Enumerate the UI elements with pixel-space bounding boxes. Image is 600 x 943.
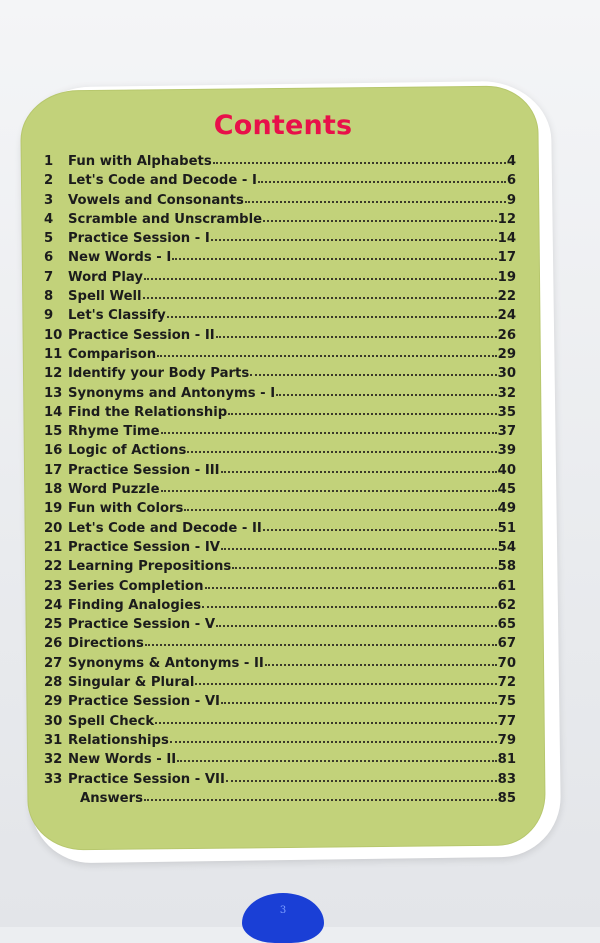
entry-page-number: 17: [497, 250, 516, 266]
dot-leader: [245, 199, 506, 203]
entry-page-number: 19: [497, 269, 516, 285]
entry-page-number: 79: [497, 732, 516, 748]
entry-title: Let's Code and Decode - II: [68, 520, 262, 536]
entry-title: Practice Session - I: [68, 231, 210, 247]
entry-title: Vowels and Consonants: [68, 192, 244, 208]
dot-leader: [232, 565, 496, 569]
entry-number: 15: [44, 424, 63, 440]
entry-page-number: 14: [497, 231, 516, 247]
entry-number: 11: [44, 346, 63, 362]
entry-page-number: 49: [497, 501, 516, 517]
entry-page-number: 58: [497, 559, 516, 575]
dot-leader: [221, 469, 497, 473]
contents-entry: [44, 791, 516, 810]
entry-page-number: 4: [506, 154, 516, 169]
entry-number: 4: [44, 211, 54, 227]
entry-number: 27: [44, 655, 63, 671]
dot-leader: [211, 237, 497, 241]
dot-leader: [144, 797, 497, 801]
entry-title: Learning Prepositions: [68, 559, 232, 575]
dot-leader: [170, 739, 497, 743]
contents-list: [44, 154, 516, 810]
dot-leader: [221, 546, 497, 550]
entry-page-number: 40: [497, 462, 516, 478]
contents-entry: [44, 482, 516, 501]
entry-title: Identify your Body Parts: [68, 366, 250, 382]
dot-leader: [221, 700, 497, 704]
contents-entry: [44, 694, 516, 713]
entry-number: 5: [44, 231, 54, 247]
dot-leader: [226, 778, 497, 782]
page-number: 3: [279, 905, 287, 916]
entry-number: 32: [44, 752, 63, 768]
entry-title: Fun with Alphabets: [68, 154, 212, 169]
entry-title: Logic of Actions: [68, 443, 187, 459]
dot-leader: [144, 276, 497, 280]
entry-number: 9: [44, 308, 54, 324]
entry-number: 13: [44, 385, 63, 401]
entry-number: 14: [44, 404, 63, 420]
entry-title: Synonyms and Antonyms - I: [68, 385, 276, 401]
contents-entry: [44, 366, 516, 385]
entry-page-number: 26: [497, 327, 516, 343]
entry-number: 24: [44, 597, 63, 613]
dot-leader: [216, 334, 497, 338]
entry-page-number: 75: [497, 694, 516, 710]
dot-leader: [202, 604, 497, 608]
contents-entry: [44, 386, 516, 405]
entry-page-number: 35: [497, 404, 516, 420]
entry-title: Let's Classify: [68, 308, 166, 324]
contents-entry: [44, 656, 516, 675]
dot-leader: [145, 642, 497, 646]
contents-entry: [44, 250, 516, 269]
entry-number: 6: [44, 250, 54, 266]
entry-number: 21: [44, 539, 63, 555]
entry-title: Answers: [80, 790, 143, 806]
entry-title: Let's Code and Decode - I: [68, 173, 257, 189]
entry-number: 10: [44, 327, 63, 343]
entry-page-number: 12: [497, 211, 516, 227]
entry-title: Finding Analogies: [68, 597, 202, 613]
entry-title: Practice Session - VI: [68, 694, 220, 710]
entry-number: 22: [44, 559, 63, 575]
entry-number: 3: [44, 192, 54, 208]
entry-title: Rhyme Time: [68, 424, 160, 440]
entry-number: 29: [44, 694, 63, 710]
dot-leader: [161, 430, 497, 434]
dot-leader: [167, 314, 497, 318]
contents-entry: [44, 521, 516, 540]
entry-number: 12: [44, 366, 63, 382]
contents-entry: [44, 154, 516, 173]
entry-page-number: 65: [497, 617, 516, 633]
contents-entry: [44, 579, 516, 598]
contents-entry: [44, 636, 516, 655]
entry-title: Directions: [68, 636, 144, 652]
entry-page-number: 72: [497, 675, 516, 691]
contents-entry: [44, 540, 516, 559]
entry-title: Comparison: [68, 346, 157, 362]
entry-title: Relationships: [68, 732, 169, 748]
entry-title: New Words - I: [68, 250, 172, 266]
dot-leader: [276, 392, 497, 396]
entry-page-number: 83: [497, 771, 516, 787]
entry-number: 20: [44, 520, 63, 536]
contents-entry: [44, 328, 516, 347]
dot-leader: [250, 372, 496, 376]
contents-entry: [44, 424, 516, 443]
dot-leader: [228, 411, 496, 415]
entry-title: Singular & Plural: [68, 675, 195, 691]
entry-number: 18: [44, 482, 63, 498]
entry-page-number: 67: [497, 636, 516, 652]
entry-number: 1: [44, 154, 54, 169]
contents-entry: [44, 752, 516, 771]
contents-entry: [44, 212, 516, 231]
dot-leader: [172, 256, 496, 260]
entry-page-number: 51: [497, 520, 516, 536]
entry-title: Word Play: [68, 269, 143, 285]
dot-leader: [143, 295, 497, 299]
dot-leader: [258, 179, 506, 183]
contents-entry: [44, 193, 516, 212]
entry-title: Practice Session - III: [68, 462, 220, 478]
page-title: Contents: [213, 110, 353, 141]
entry-title: Find the Relationship: [68, 404, 228, 420]
contents-entry: [44, 405, 516, 424]
entry-page-number: 32: [497, 385, 516, 401]
entry-page-number: 54: [497, 539, 516, 555]
dot-leader: [205, 585, 497, 589]
entry-page-number: 39: [497, 443, 516, 459]
entry-number: 33: [44, 771, 63, 787]
entry-title: Practice Session - V: [68, 617, 216, 633]
dot-leader: [263, 527, 497, 531]
entry-page-number: 24: [497, 308, 516, 324]
entry-number: 26: [44, 636, 63, 652]
entry-number: 30: [44, 713, 63, 729]
entry-title: Practice Session - VII: [68, 771, 225, 787]
entry-title: Spell Check: [68, 713, 155, 729]
entry-number: 19: [44, 501, 63, 517]
entry-number: 28: [44, 675, 63, 691]
entry-title: Practice Session - II: [68, 327, 215, 343]
contents-entry: [44, 617, 516, 636]
entry-page-number: 77: [497, 713, 516, 729]
entry-number: 17: [44, 462, 63, 478]
entry-title: Synonyms & Antonyms - II: [68, 655, 264, 671]
contents-entry: [44, 598, 516, 617]
contents-entry: [44, 270, 516, 289]
entry-title: Scramble and Unscramble: [68, 211, 263, 227]
dot-leader: [161, 488, 497, 492]
dot-leader: [195, 681, 496, 685]
entry-number: 25: [44, 617, 63, 633]
contents-entry: [44, 463, 516, 482]
entry-number: 31: [44, 732, 63, 748]
dot-leader: [265, 662, 497, 666]
contents-entry: [44, 733, 516, 752]
entry-number: 8: [44, 289, 54, 305]
entry-title: Series Completion: [68, 578, 204, 594]
entry-title: New Words - II: [68, 752, 177, 768]
entry-page-number: 6: [506, 173, 516, 189]
dot-leader: [187, 449, 496, 453]
entry-page-number: 30: [497, 366, 516, 382]
entry-title: Practice Session - IV: [68, 539, 220, 555]
entry-number: 16: [44, 443, 63, 459]
contents-entry: [44, 443, 516, 462]
entry-number: 2: [44, 173, 54, 189]
entry-page-number: 22: [497, 289, 516, 305]
entry-page-number: 37: [497, 424, 516, 440]
entry-number: 7: [44, 269, 54, 285]
entry-title: Word Puzzle: [68, 482, 160, 498]
contents-entry: [44, 501, 516, 520]
contents-entry: [44, 231, 516, 250]
entry-title: Spell Well: [68, 289, 142, 305]
entry-page-number: 62: [497, 597, 516, 613]
contents-entry: [44, 173, 516, 192]
dot-leader: [157, 353, 497, 357]
contents-entry: [44, 675, 516, 694]
dot-leader: [155, 720, 497, 724]
contents-entry: [44, 347, 516, 366]
entry-number: 23: [44, 578, 63, 594]
entry-page-number: 81: [497, 752, 516, 768]
entry-page-number: 45: [497, 482, 516, 498]
dot-leader: [177, 758, 496, 762]
dot-leader: [216, 623, 497, 627]
contents-entry: [44, 289, 516, 308]
entry-page-number: 70: [497, 655, 516, 671]
dot-leader: [263, 218, 497, 222]
entry-page-number: 61: [497, 578, 516, 594]
contents-entry: [44, 559, 516, 578]
dot-leader: [184, 507, 496, 511]
entry-page-number: 29: [497, 346, 516, 362]
entry-page-number: 9: [506, 192, 516, 208]
dot-leader: [213, 160, 506, 164]
entry-title: Fun with Colors: [68, 501, 184, 517]
contents-entry: [44, 772, 516, 791]
contents-entry: [44, 714, 516, 733]
contents-entry: [44, 308, 516, 327]
entry-page-number: 85: [497, 790, 516, 806]
